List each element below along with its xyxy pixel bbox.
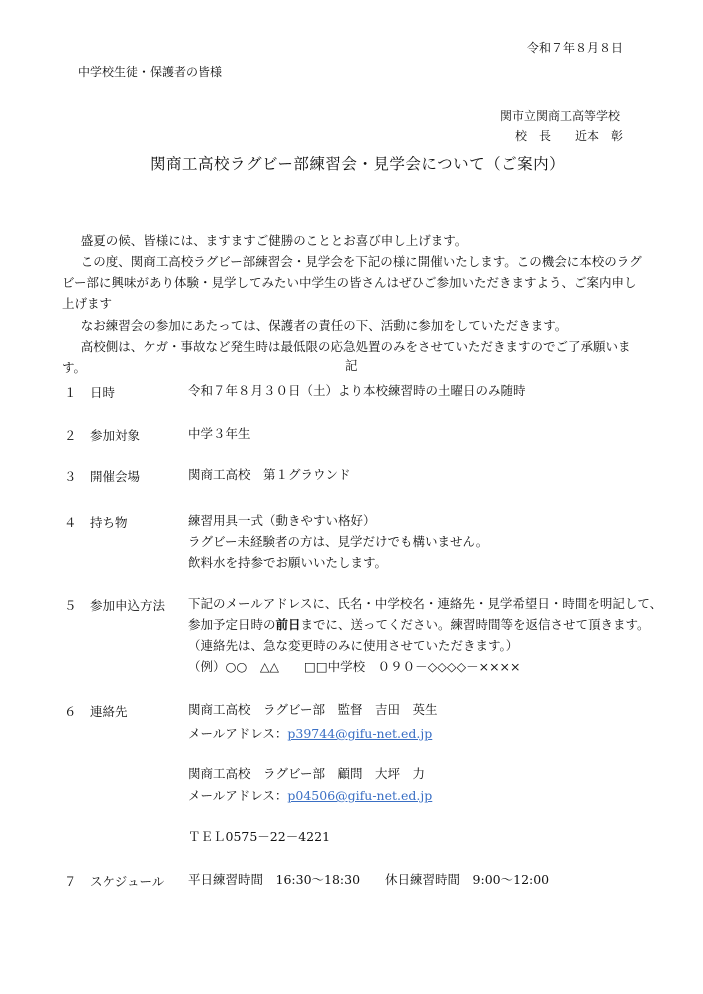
item-value-schedule: 平日練習時間 16:30～18:30 休日練習時間 9:00～12:00 bbox=[188, 872, 550, 887]
item-value-application-2 bbox=[188, 614, 650, 635]
item-value-belongings-2: ラグビー未経験者の方は、見学だけでも構いません。 bbox=[188, 534, 489, 549]
mail-link-1[interactable]: p39744@gifu-net.ed.jp bbox=[287, 726, 433, 741]
intro-paragraph-4: 高校側は、ケガ・事故など発生時は最低限の応急処置のみをさせていただきますのでご了承願います。 bbox=[62, 339, 631, 375]
item-label-application: 参加申込方法 bbox=[90, 598, 166, 613]
contact-1-mail-row bbox=[188, 723, 432, 744]
application-deadline-bold: 前日 bbox=[275, 617, 301, 632]
contact-tel: ＴＥＬ0575－22－4221 bbox=[188, 829, 331, 844]
item-label-datetime: 日時 bbox=[90, 385, 116, 400]
item-number-2: ２ bbox=[64, 428, 77, 443]
item-value-belongings-3: 飲料水を持参でお願いいたします。 bbox=[188, 555, 388, 570]
item-number-7: ７ bbox=[64, 874, 77, 889]
item-label-belongings: 持ち物 bbox=[90, 515, 128, 530]
item-number-6: ６ bbox=[64, 704, 77, 719]
intro-paragraph-3: なお練習会の参加にあたっては、保護者の責任の下、活動に参加をしていただきます。 bbox=[80, 318, 568, 333]
item-label-contact: 連絡先 bbox=[90, 704, 128, 719]
item-value-belongings-1: 練習用具一式（動きやすい格好） bbox=[188, 513, 376, 528]
item-label-target: 参加対象 bbox=[90, 428, 141, 443]
application-deadline-post: までに、送ってください。練習時間等を返信させて頂きます。 bbox=[300, 617, 650, 632]
contact-1-name: 関商工高校 ラグビー部 監督 吉田 英生 bbox=[188, 702, 438, 717]
addressee: 中学校生徒・保護者の皆様 bbox=[78, 65, 223, 79]
item-value-target: 中学３年生 bbox=[188, 426, 251, 441]
item-value-application-1: 下記のメールアドレスに、氏名・中学校名・連絡先・見学希望日・時間を明記して、 bbox=[188, 596, 663, 611]
intro-paragraph-2: この度、関商工高校ラグビー部練習会・見学会を下記の様に開催いたします。この機会に本校のラグビー部に興味があり体験・見学してみたい中学生の皆さんはぜひご参加いただきますよう、ご案内申し上げます bbox=[62, 254, 642, 311]
item-number-4: ４ bbox=[64, 515, 77, 530]
application-deadline-pre: 参加予定日時の bbox=[188, 617, 276, 632]
item-value-application-example: （例）○○ △△ □□中学校 ０９０－◇◇◇◇－×××× bbox=[188, 659, 521, 674]
item-label-venue: 開催会場 bbox=[90, 469, 141, 484]
item-value-application-3: （連絡先は、急な変更時のみに使用させていただきます。） bbox=[188, 638, 519, 653]
item-value-datetime: 令和７年８月３０日（土）より本校練習時の土曜日のみ随時 bbox=[188, 383, 526, 398]
ki-heading: 記 bbox=[345, 358, 358, 373]
intro-paragraph-1: 盛夏の候、皆様には、ますますご健勝のこととお喜び申し上げます。 bbox=[80, 233, 468, 248]
contact-2-mail-row bbox=[188, 785, 432, 806]
contact-2-name: 関商工高校 ラグビー部 顧問 大坪 力 bbox=[188, 766, 426, 781]
principal-name: 校 長 近本 彰 bbox=[515, 129, 624, 143]
page-title: 関商工高校ラグビー部練習会・見学会について（ご案内） bbox=[150, 155, 566, 173]
item-number-5: ５ bbox=[64, 598, 77, 613]
mail-label-2: メールアドレス： bbox=[188, 788, 288, 803]
item-value-venue: 関商工高校 第１グラウンド bbox=[188, 467, 351, 482]
item-number-1: １ bbox=[64, 385, 77, 400]
school-name: 関市立関商工高等学校 bbox=[500, 109, 621, 123]
item-label-schedule: スケジュール bbox=[90, 874, 165, 889]
item-number-3: ３ bbox=[64, 469, 77, 484]
mail-label-1: メールアドレス： bbox=[188, 726, 288, 741]
issue-date: 令和７年８月８日 bbox=[527, 41, 624, 55]
mail-link-2[interactable]: p04506@gifu-net.ed.jp bbox=[287, 788, 433, 803]
